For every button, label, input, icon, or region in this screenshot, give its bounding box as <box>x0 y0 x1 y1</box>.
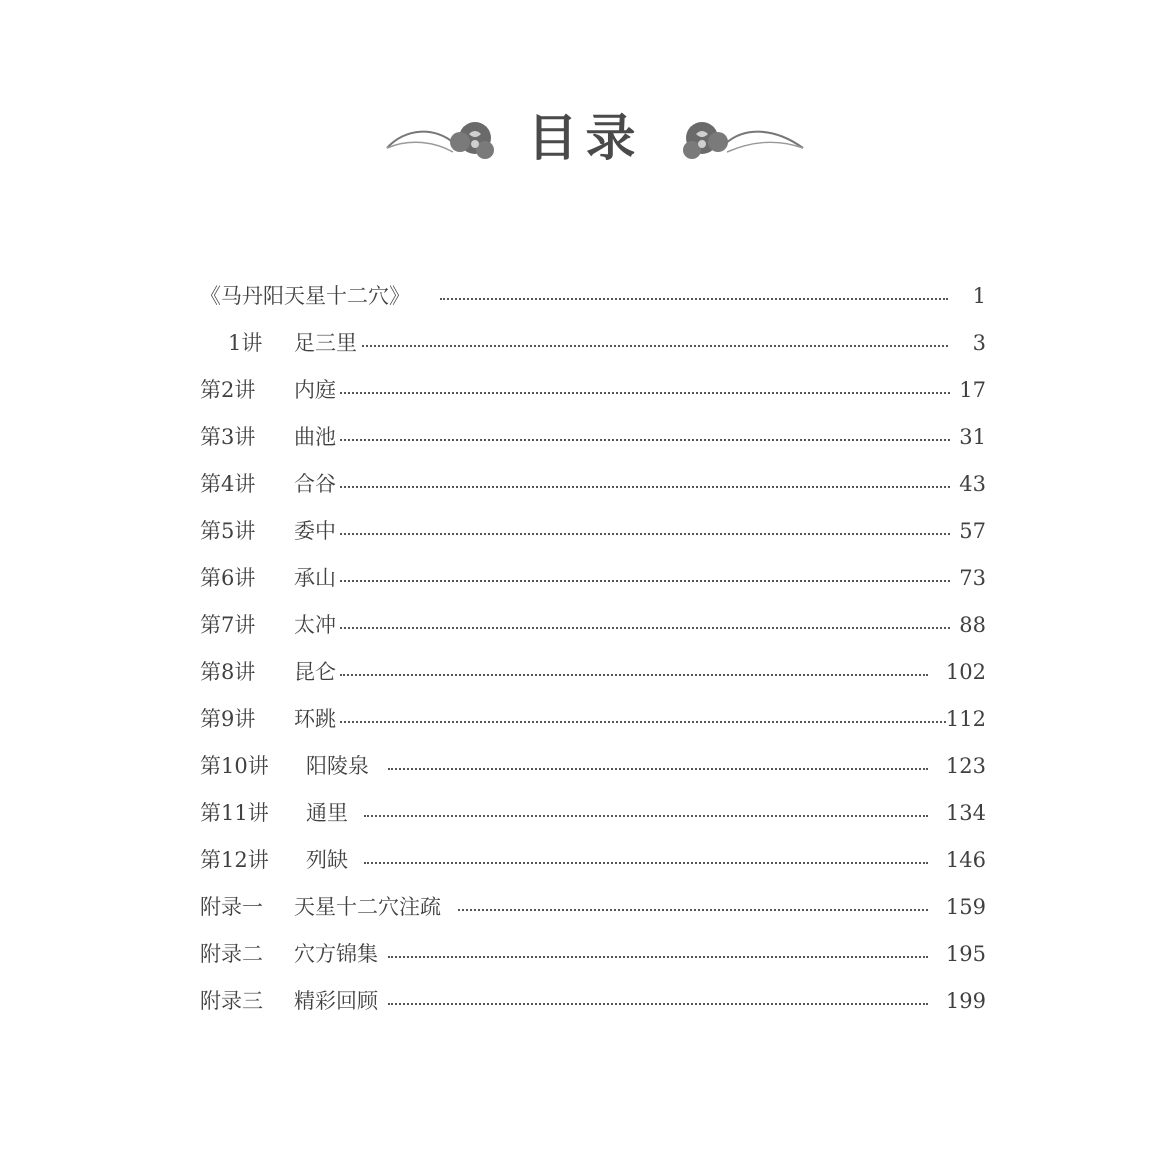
entry-title: 合谷 <box>294 472 336 496</box>
dot-leader <box>340 486 950 488</box>
dot-leader <box>388 956 928 958</box>
dot-leader <box>340 627 950 629</box>
dot-leader <box>340 580 950 582</box>
entry-title: 天星十二穴注疏 <box>294 895 441 919</box>
toc-entry[interactable] <box>0 887 1171 927</box>
entry-page-number: 195 <box>945 942 986 966</box>
entry-title: 环跳 <box>294 707 336 731</box>
entry-title: 《马丹阳天星十二穴》 <box>200 284 410 308</box>
dot-leader <box>340 392 950 394</box>
entry-page-number: 73 <box>959 566 986 590</box>
entry-title: 承山 <box>294 566 336 590</box>
entry-page-number: 1 <box>972 284 986 308</box>
entry-page-number: 88 <box>959 613 986 637</box>
dot-leader <box>388 1003 928 1005</box>
toc-entry[interactable] <box>0 605 1171 645</box>
entry-label: 第3讲 <box>200 425 256 449</box>
toc-entry[interactable] <box>0 511 1171 551</box>
entry-page-number: 102 <box>945 660 986 684</box>
entry-title: 穴方锦集 <box>294 942 378 966</box>
entry-label: 第4讲 <box>200 472 256 496</box>
page-title: 目录 <box>527 109 644 167</box>
entry-title: 列缺 <box>306 848 348 872</box>
entry-page-number: 43 <box>959 472 986 496</box>
entry-label: 第2讲 <box>200 378 256 402</box>
entry-label: 第5讲 <box>200 519 256 543</box>
dot-leader <box>458 909 928 911</box>
entry-title: 昆仑 <box>294 660 336 684</box>
toc-entry[interactable] <box>0 464 1171 504</box>
entry-page-number: 159 <box>945 895 986 919</box>
entry-page-number: 199 <box>945 989 986 1013</box>
entry-title: 精彩回顾 <box>294 989 378 1013</box>
entry-label: 第8讲 <box>200 660 256 684</box>
entry-label: 1讲 <box>228 331 263 355</box>
cloud-ornament-right-icon <box>680 108 805 168</box>
entry-page-number: 112 <box>945 707 986 731</box>
toc-entry[interactable] <box>0 652 1171 692</box>
dot-leader <box>362 345 948 347</box>
dot-leader <box>364 862 928 864</box>
entry-label: 第10讲 <box>200 754 269 778</box>
dot-leader <box>340 439 950 441</box>
toc-entry[interactable] <box>0 558 1171 598</box>
toc-entry[interactable] <box>0 840 1171 880</box>
entry-title: 太冲 <box>294 613 336 637</box>
entry-label: 第9讲 <box>200 707 256 731</box>
entry-label: 第12讲 <box>200 848 269 872</box>
toc-entry[interactable] <box>0 981 1171 1021</box>
toc-entry[interactable] <box>0 323 1171 363</box>
dot-leader <box>340 674 928 676</box>
entry-title: 阳陵泉 <box>306 754 369 778</box>
entry-label: 附录一 <box>200 895 263 919</box>
page-header <box>0 100 1171 195</box>
dot-leader <box>364 815 928 817</box>
dot-leader <box>388 768 928 770</box>
entry-title: 曲池 <box>294 425 336 449</box>
entry-title: 足三里 <box>294 331 357 355</box>
entry-label: 第6讲 <box>200 566 256 590</box>
toc-entry[interactable] <box>0 699 1171 739</box>
toc-entry[interactable] <box>0 934 1171 974</box>
toc-entry[interactable] <box>0 417 1171 457</box>
entry-page-number: 3 <box>972 331 986 355</box>
entry-title: 委中 <box>294 519 336 543</box>
entry-title: 通里 <box>306 801 348 825</box>
entry-label: 第7讲 <box>200 613 256 637</box>
dot-leader <box>440 298 948 300</box>
entry-page-number: 146 <box>945 848 986 872</box>
entry-label: 附录二 <box>200 942 263 966</box>
entry-page-number: 123 <box>945 754 986 778</box>
entry-page-number: 57 <box>959 519 986 543</box>
toc-entry[interactable] <box>0 276 1171 316</box>
entry-label: 附录三 <box>200 989 263 1013</box>
toc-entry[interactable] <box>0 370 1171 410</box>
dot-leader <box>340 533 950 535</box>
toc-entry[interactable] <box>0 793 1171 833</box>
entry-page-number: 31 <box>959 425 986 449</box>
toc-entry[interactable] <box>0 746 1171 786</box>
entry-label: 第11讲 <box>200 801 269 825</box>
entry-title: 内庭 <box>294 378 336 402</box>
entry-page-number: 17 <box>959 378 986 402</box>
dot-leader <box>340 721 946 723</box>
entry-page-number: 134 <box>945 801 986 825</box>
